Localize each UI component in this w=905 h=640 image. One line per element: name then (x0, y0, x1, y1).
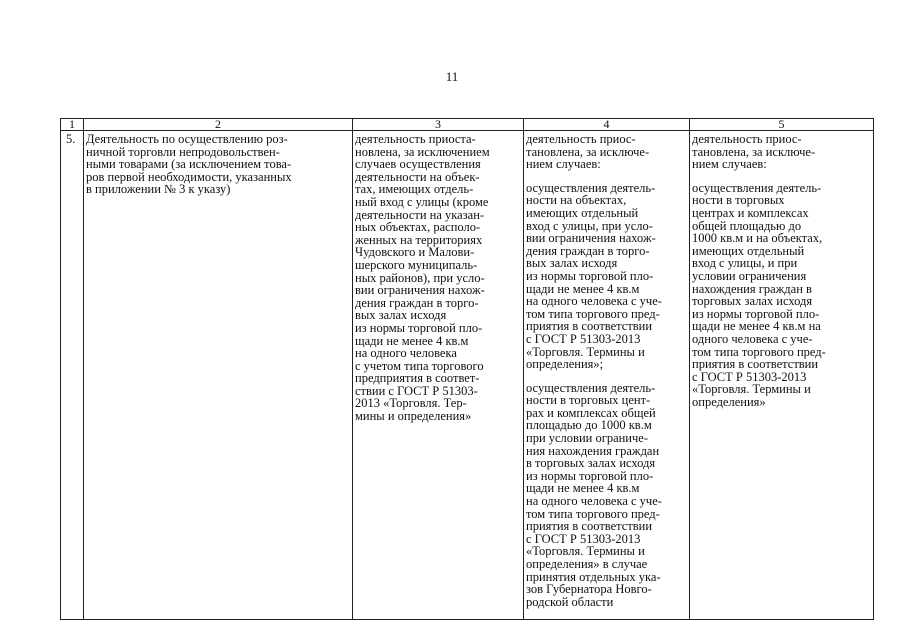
column-4-intro: деятельность приос- тановлена, за исключе- нием случаев: (526, 132, 650, 172)
column-5-header: 5 (690, 119, 874, 131)
column-number-header: 1 (61, 119, 84, 131)
column-5-paragraph-1: осуществления деятель- ности в торговых центрах и комплексах общей площадью до 1000 кв.м и на объектах, имеющих отдельный вход с улицы, и при условии ограничения нахождения граждан в торговых залах исходя из нормы торговой пло- щади не менее 4 кв.м на одного человека с уче- том типа торгового пред- приятия в соответствии с ГОСТ Р 51303-2013 «Торговля. Термины и определения» (692, 180, 826, 409)
column-3-header: 3 (353, 119, 524, 131)
table-row (61, 131, 874, 620)
column-5-cell (690, 131, 874, 620)
activity-cell (84, 131, 353, 620)
column-4-paragraph-2: осуществления деятель- ности в торговых цент- рах и комплексах общей площадью до 1000 кв.м при условии ограниче- ния нахождения граждан в торговых залах исходя из нормы торговой пло- щади не менее 4 кв.м на одного человека с уче- том типа торгового пред- приятия в соответствии с ГОСТ Р 51303-2013 «Торговля. Термины и определения» в случае принятия отдельных ука- зов Губернатора Новго- родской области (526, 380, 662, 609)
column-4-cell (524, 131, 690, 620)
column-3-cell (353, 131, 524, 620)
column-4-paragraph-1: осуществления деятель- ности на объектах, имеющих отдельный вход с улицы, при усло- вии ограничения нахож- дения граждан в торго- вых залах исходя из нормы торговой пло- щади не менее 4 кв.м на одного человека с уче- том типа торгового пред- приятия в соответствии с ГОСТ Р 51303-2013 «Торговля. Термины и определения»; (526, 180, 662, 372)
page-number: 11 (445, 69, 459, 84)
row-number-cell (61, 131, 84, 620)
activity-text: Деятельность по осуществлению роз- ничной торговли непродовольствен- ными товарами (за исключением това- ров первой необходимости, указанных в приложении № 3 к указу) (86, 132, 292, 197)
column-4-header: 4 (524, 119, 690, 131)
column-5-intro: деятельность приос- тановлена, за исключе- нием случаев: (692, 132, 816, 172)
column-3-text: деятельность приоста- новлена, за исключением случаев осуществления деятельности на объек- тах, имеющих отдель- ный вход с улицы (кроме деятельности на указан- ных объектах, располо- женных на территориях Чудовского и Малови- шерского муниципаль- ных районов), при усло- вии ограничения нахож- дения граждан в торго- вых залах исходя из нормы торговой пло- щади не менее 4 кв.м на одного человека с учетом типа торгового предприятия в соответ- ствии с ГОСТ Р 51303- 2013 «Торговля. Тер- мины и определения» (355, 132, 490, 424)
column-activity-header: 2 (84, 119, 353, 131)
measures-table (60, 118, 874, 620)
table-header-row (61, 119, 874, 131)
row-number: 5. (66, 132, 76, 146)
